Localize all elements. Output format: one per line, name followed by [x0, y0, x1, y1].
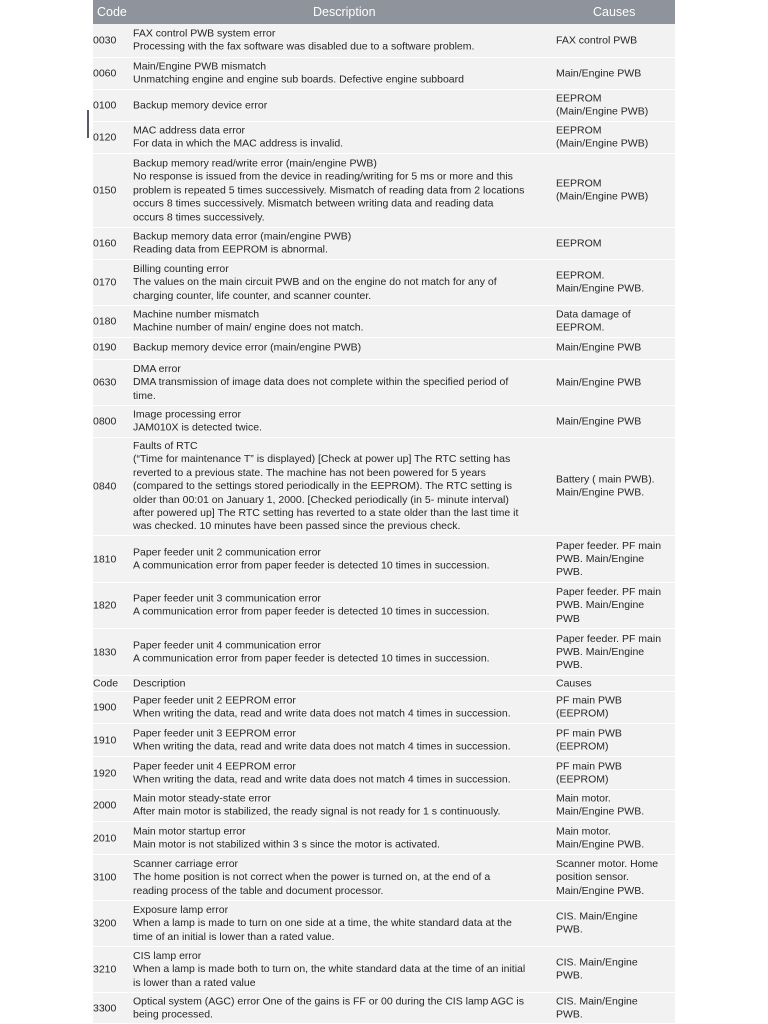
table-row [93, 855, 675, 901]
description-line: Backup memory data error (main/engine PWB) [133, 230, 352, 243]
description-line: Description [133, 677, 186, 690]
row-code: 3100 [93, 871, 117, 884]
error-code-table [93, 0, 675, 1024]
row-code: 0120 [93, 131, 117, 144]
row-causes [556, 586, 675, 626]
cause-line: EEPROM. [556, 269, 605, 282]
cause-line: Main motor. [556, 825, 611, 838]
row-description [133, 825, 558, 852]
cause-line: Main/Engine PWB [556, 415, 642, 428]
row-causes [556, 695, 675, 722]
row-code: Code [93, 677, 119, 690]
row-causes [556, 632, 675, 672]
cause-line: PF main PWB [556, 727, 622, 740]
row-causes [556, 376, 675, 389]
cause-line: (Main/Engine PWB) [556, 138, 649, 150]
description-line: being processed. [133, 1008, 213, 1021]
description-line: When writing the data, read and write data does not match 4 times in succession. [133, 740, 511, 753]
table-row [93, 438, 675, 536]
description-line: Optical system (AGC) error One of the gains is FF or 00 during the CIS lamp AGC is [133, 995, 524, 1008]
row-description [133, 760, 558, 787]
row-description [133, 309, 558, 336]
page-edge-marker [87, 110, 89, 138]
row-code: 2000 [93, 799, 117, 812]
description-line: The values on the main circuit PWB and on the engine do not match for any of [133, 276, 497, 289]
row-causes [556, 793, 675, 820]
table-header [93, 0, 675, 24]
cause-line: Main/Engine PWB. [556, 884, 645, 897]
row-description [133, 263, 558, 303]
row-description [133, 409, 558, 436]
cause-line: PWB [556, 612, 580, 625]
cause-line: PWB. [556, 970, 583, 982]
cause-line: PWB. Main/Engine [556, 599, 645, 612]
description-line: Exposure lamp error [133, 903, 229, 916]
row-causes [556, 270, 675, 297]
cause-line: Main/Engine PWB. [556, 283, 645, 295]
row-code: 3200 [93, 917, 117, 930]
cause-line: Main/Engine PWB. [556, 838, 645, 851]
table-row [93, 692, 675, 724]
row-causes [556, 825, 675, 852]
row-code: 0060 [93, 67, 117, 80]
description-line: charging counter, life counter, and scanner counter. [133, 289, 372, 302]
table-row [93, 757, 675, 790]
cause-line: Data damage of [556, 308, 631, 321]
cause-line: CIS. Main/Engine [556, 910, 638, 923]
description-line: Paper feeder unit 2 communication error [133, 546, 321, 559]
row-causes [556, 67, 675, 80]
row-causes [556, 341, 675, 354]
cause-line: Paper feeder. PF main [556, 632, 662, 645]
description-line: Paper feeder unit 4 communication error [133, 639, 321, 652]
description-line: time. [133, 389, 156, 402]
description-line: Machine number of main/ engine does not match. [133, 322, 364, 334]
cause-line: Paper feeder. PF main [556, 539, 662, 552]
description-line: after powered up] The RTC setting has reverted to a state older than the last time it [133, 507, 519, 520]
description-line: A communication error from paper feeder is detected 10 times in succession. [133, 559, 490, 572]
cause-line: EEPROM [556, 177, 602, 190]
row-description [133, 793, 558, 820]
row-causes [556, 957, 675, 984]
description-line: occurs 8 times successively. [133, 211, 265, 224]
row-description [133, 341, 558, 354]
description-line: Processing with the fax software was disabled due to a software problem. [133, 41, 475, 53]
row-causes [556, 911, 675, 938]
row-causes [556, 995, 675, 1022]
row-description [133, 639, 558, 666]
row-causes [556, 858, 675, 898]
cause-line: Main/Engine PWB. [556, 806, 645, 818]
row-description [133, 593, 558, 620]
row-description [133, 61, 558, 88]
description-line: Paper feeder unit 3 communication error [133, 592, 321, 605]
cause-line: PWB. [556, 924, 583, 936]
row-causes [556, 93, 675, 120]
cause-line: PWB. [556, 1008, 583, 1021]
description-line: Scanner carriage error [133, 857, 239, 870]
row-description [133, 546, 558, 573]
description-line: MAC address data error [133, 124, 246, 137]
description-line: Main/Engine PWB mismatch [133, 60, 267, 73]
description-line: Paper feeder unit 3 EEPROM error [133, 727, 296, 740]
table-row [93, 24, 675, 58]
cause-line: (Main/Engine PWB) [556, 191, 649, 203]
description-line: Machine number mismatch [133, 308, 260, 321]
row-code: 1830 [93, 645, 117, 658]
description-line: DMA transmission of image data does not complete within the specified period of [133, 376, 509, 389]
description-line: was checked. 10 minutes have been passed since the previous check. [133, 520, 461, 533]
row-code: 1820 [93, 599, 117, 612]
table-row [93, 260, 675, 306]
row-description [133, 440, 558, 534]
description-line: The home position is not correct when the power is turned on, at the end of a [133, 871, 491, 884]
description-line: Backup memory read/write error (main/engine PWB) [133, 157, 377, 170]
cause-line: (EEPROM) [556, 773, 609, 786]
description-line: Paper feeder unit 2 EEPROM error [133, 694, 296, 707]
row-causes [556, 539, 675, 579]
row-causes [556, 474, 675, 501]
table-row [93, 947, 675, 993]
description-line: When writing the data, read and write data does not match 4 times in succession. [133, 708, 511, 720]
row-description [133, 995, 558, 1022]
row-code: 3210 [93, 963, 117, 976]
description-line: occurs 8 times successively. Mismatch between writing data and reading data [133, 197, 494, 210]
row-description [133, 904, 558, 944]
table-row [93, 993, 675, 1024]
row-description [133, 695, 558, 722]
description-line: When a lamp is made both to turn on, the white standard data at the time of an initial [133, 963, 526, 976]
cause-line: CIS. Main/Engine [556, 995, 638, 1008]
description-line: After main motor is stabilized, the ready signal is not ready for 1 s continuously. [133, 806, 501, 818]
header-causes: Causes [593, 5, 636, 19]
description-line: reverted to a previous state. The machine has not been powered for 5 years [133, 466, 486, 479]
row-description [133, 157, 558, 224]
description-line: DMA error [133, 362, 181, 375]
cause-line: PWB. [556, 566, 583, 579]
description-line: reading process of the table and document processor. [133, 884, 384, 897]
row-description [133, 231, 558, 258]
description-line: time of an initial is lower than a rated value. [133, 930, 335, 943]
table-row [93, 406, 675, 438]
row-code: 0840 [93, 480, 117, 493]
description-line: Faults of RTC [133, 440, 198, 453]
row-code: 2010 [93, 831, 117, 844]
row-causes [556, 727, 675, 754]
table-row [93, 822, 675, 855]
table-row [93, 629, 675, 676]
row-code: 0630 [93, 376, 117, 389]
table-row [93, 154, 675, 228]
description-line: A communication error from paper feeder is detected 10 times in succession. [133, 606, 490, 618]
cause-line: Main motor. [556, 792, 611, 805]
cause-line: position sensor. [556, 871, 629, 884]
description-line: is lower than a rated value [133, 976, 256, 989]
cause-line: PF main PWB [556, 760, 622, 773]
description-line: Unmatching engine and engine sub boards. Defective engine subboard [133, 74, 464, 86]
cause-line: FAX control PWB [556, 34, 638, 47]
cause-line: PWB. [556, 659, 583, 672]
description-line: FAX control PWB system error [133, 27, 276, 40]
table-row [93, 360, 675, 406]
row-code: 3300 [93, 1001, 117, 1014]
cause-line: CIS. Main/Engine [556, 956, 638, 969]
cause-line: EEPROM. [556, 322, 605, 334]
row-description [133, 858, 558, 898]
description-line: A communication error from paper feeder is detected 10 times in succession. [133, 652, 490, 665]
description-line: For data in which the MAC address is invalid. [133, 138, 344, 150]
cause-line: Causes [556, 677, 592, 690]
row-description [133, 727, 558, 754]
cause-line: PWB. Main/Engine [556, 645, 645, 658]
row-code: 0100 [93, 99, 117, 112]
cause-line: EEPROM [556, 237, 602, 250]
cause-line: (EEPROM) [556, 740, 609, 753]
description-line: problem is repeated 5 times successively. Mismatch of reading data from 2 locations [133, 184, 525, 197]
description-line: Main motor startup error [133, 825, 246, 838]
table-row [93, 228, 675, 260]
cause-line: Main/Engine PWB [556, 341, 642, 354]
row-code: 0150 [93, 184, 117, 197]
row-causes [556, 677, 675, 690]
description-line: older than 00:01 on January 1, 2000. [Checked periodically (in 5- minute interval) [133, 493, 509, 506]
description-line: Backup memory device error (main/engine PWB) [133, 341, 362, 354]
row-causes [556, 760, 675, 787]
table-row [93, 90, 675, 122]
description-line: Reading data from EEPROM is abnormal. [133, 244, 328, 256]
description-line: CIS lamp error [133, 949, 202, 962]
table-row [93, 306, 675, 338]
cause-line: (Main/Engine PWB) [556, 106, 649, 118]
description-line: Paper feeder unit 4 EEPROM error [133, 760, 296, 773]
cause-line: Main/Engine PWB. [556, 487, 645, 499]
table-row [93, 58, 675, 90]
row-code: 1910 [93, 733, 117, 746]
row-code: 0800 [93, 415, 117, 428]
row-causes [556, 125, 675, 152]
description-line: Billing counting error [133, 262, 229, 275]
table-row [93, 901, 675, 947]
row-description [133, 28, 558, 55]
cause-line: Paper feeder. PF main [556, 585, 662, 598]
row-description [133, 677, 558, 690]
description-line: (compared to the settings stored periodically in the EEPROM). The RTC setting is [133, 480, 512, 493]
cause-line: Main/Engine PWB [556, 67, 642, 80]
row-description [133, 950, 558, 990]
table-row [93, 790, 675, 822]
description-line: Main motor is not stabilized within 3 s since the motor is activated. [133, 838, 440, 851]
row-causes [556, 415, 675, 428]
row-code: 1810 [93, 552, 117, 565]
row-description [133, 125, 558, 152]
row-code: 0190 [93, 341, 117, 354]
row-causes [556, 178, 675, 205]
cause-line: EEPROM [556, 124, 602, 137]
header-code: Code [97, 5, 127, 19]
cause-line: Battery ( main PWB). [556, 473, 655, 486]
description-line: JAM010X is detected twice. [133, 422, 262, 434]
header-description: Description [313, 5, 376, 19]
description-line: Backup memory device error [133, 99, 268, 112]
description-line: No response is issued from the device in reading/writing for 5 ms or more and this [133, 170, 513, 183]
table-row [93, 724, 675, 757]
row-description [133, 99, 558, 112]
description-line: (“Time for maintenance T” is displayed) [Check at power up] The RTC setting has [133, 453, 511, 466]
row-code: 0160 [93, 237, 117, 250]
table-row [93, 122, 675, 154]
cause-line: Main/Engine PWB [556, 376, 642, 389]
description-line: When writing the data, read and write data does not match 4 times in succession. [133, 773, 511, 786]
cause-line: PF main PWB [556, 694, 622, 707]
table-row [93, 336, 675, 360]
table-row [93, 583, 675, 629]
cause-line: EEPROM [556, 92, 602, 105]
row-causes [556, 34, 675, 47]
row-causes [556, 309, 675, 336]
description-line: Main motor steady-state error [133, 792, 271, 805]
row-causes [556, 237, 675, 250]
row-description [133, 363, 558, 403]
row-code: 0170 [93, 276, 117, 289]
table-row [93, 676, 675, 692]
table-row [93, 536, 675, 583]
row-code: 1920 [93, 766, 117, 779]
cause-line: (EEPROM) [556, 708, 609, 720]
cause-line: Scanner motor. Home [556, 857, 659, 870]
row-code: 0180 [93, 315, 117, 328]
cause-line: PWB. Main/Engine [556, 552, 645, 565]
description-line: When a lamp is made to turn on one side at a time, the white standard data at the [133, 917, 512, 930]
description-line: Image processing error [133, 408, 241, 421]
row-code: 0030 [93, 34, 117, 47]
row-code: 1900 [93, 701, 117, 714]
